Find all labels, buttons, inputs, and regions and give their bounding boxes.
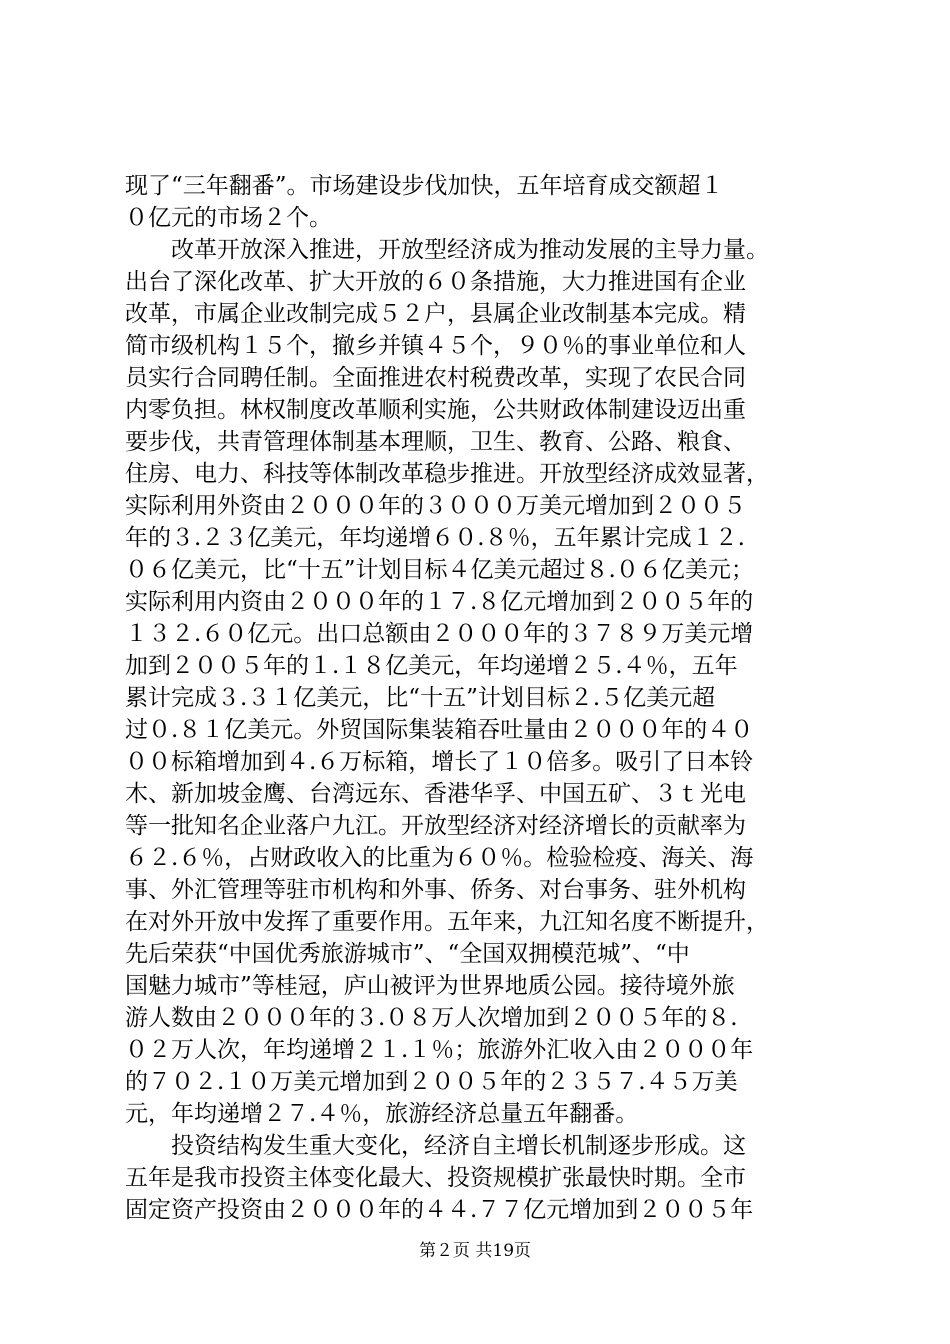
text-line: 等一批知名企业落户九江。开放型经济对经济增长的贡献率为 — [125, 813, 746, 839]
text-line: 累计完成３.３１亿美元，比“十五”计划目标２.５亿美元超 — [125, 685, 716, 711]
text-line: 木、新加坡金鹰、台湾远东、香港华孚、中国五矿、３ｔ光电 — [125, 781, 746, 807]
text-line: 要步伐，共青管理体制基本理顺，卫生、教育、公路、粮食、 — [125, 429, 746, 455]
text-line: 现了“三年翻番”。市场建设步伐加快，五年培育成交额超１ — [125, 173, 724, 199]
text-line: 年的３.２３亿美元，年均递增６０.８％，五年累计完成１２. — [125, 525, 745, 551]
text-line: 加到２００５年的１.１８亿美元，年均递增２５.４％，五年 — [125, 653, 738, 679]
text-line: ０６亿美元，比“十五”计划目标４亿美元超过８.０６亿美元； — [125, 557, 754, 583]
text-line: 国魅力城市”等桂冠，庐山被评为世界地质公园。接待境外旅 — [125, 973, 735, 999]
text-line: 实际利用外资由２０００年的３０００万美元增加到２００５ — [125, 493, 746, 519]
text-line: 游人数由２０００年的３.０８万人次增加到２００５年的８. — [125, 1005, 738, 1031]
text-line: 员实行合同聘任制。全面推进农村税费改革，实现了农民合同 — [125, 365, 746, 391]
text-line: 事、外汇管理等驻市机构和外事、侨务、对台事务、驻外机构 — [125, 877, 746, 903]
text-line: 住房、电力、科技等体制改革稳步推进。开放型经济成效显著， — [125, 461, 769, 487]
text-line: 固定资产投资由２０００年的４４.７７亿元增加到２００５年 — [125, 1197, 754, 1223]
text-line: ０亿元的市场２个。 — [125, 205, 332, 231]
text-line: ６２.６％，占财政收入的比重为６０％。检验检疫、海关、海 — [125, 845, 754, 871]
text-line: ０２万人次，年均递增２１.１％；旅游外汇收入由２０００年 — [125, 1037, 754, 1063]
text-line: 元，年均递增２７.４％，旅游经济总量五年翻番。 — [125, 1101, 639, 1127]
text-line: 内零负担。林权制度改革顺利实施，公共财政体制建设迈出重 — [125, 397, 746, 423]
text-line: 的７０２.１０万美元增加到２００５年的２３５７.４５万美 — [125, 1069, 738, 1095]
text-line: 改革，市属企业改制完成５２户，县属企业改制基本完成。精 — [125, 301, 746, 327]
page-number-footer: 第２页 共19页 — [418, 1241, 532, 1261]
paragraph-start-line: 改革开放深入推进，开放型经济成为推动发展的主导力量。 — [125, 237, 769, 263]
text-line: 五年是我市投资主体变化最大、投资规模扩张最快时期。全市 — [125, 1165, 746, 1191]
text-line: １３２.６０亿元。出口总额由２０００年的３７８９万美元增 — [125, 621, 754, 647]
text-line: 简市级机构１５个，撤乡并镇４５个，９０％的事业单位和人 — [125, 333, 746, 359]
text-line: 实际利用内资由２０００年的１７.８亿元增加到２００５年的 — [125, 589, 754, 615]
text-line: 过０.８１亿美元。外贸国际集装箱吞吐量由２０００年的４０ — [125, 717, 754, 743]
text-line: ００标箱增加到４.６万标箱，增长了１０倍多。吸引了日本铃 — [125, 749, 754, 775]
paragraph-start-line: 投资结构发生重大变化，经济自主增长机制逐步形成。这 — [125, 1133, 746, 1159]
text-line: 出台了深化改革、扩大开放的６０条措施，大力推进国有企业 — [125, 269, 746, 295]
text-line: 先后荣获“中国优秀旅游城市”、“全国双拥模范城”、“中 — [125, 941, 690, 967]
text-line: 在对外开放中发挥了重要作用。五年来，九江知名度不断提升， — [125, 909, 769, 935]
document-body — [125, 170, 837, 1226]
